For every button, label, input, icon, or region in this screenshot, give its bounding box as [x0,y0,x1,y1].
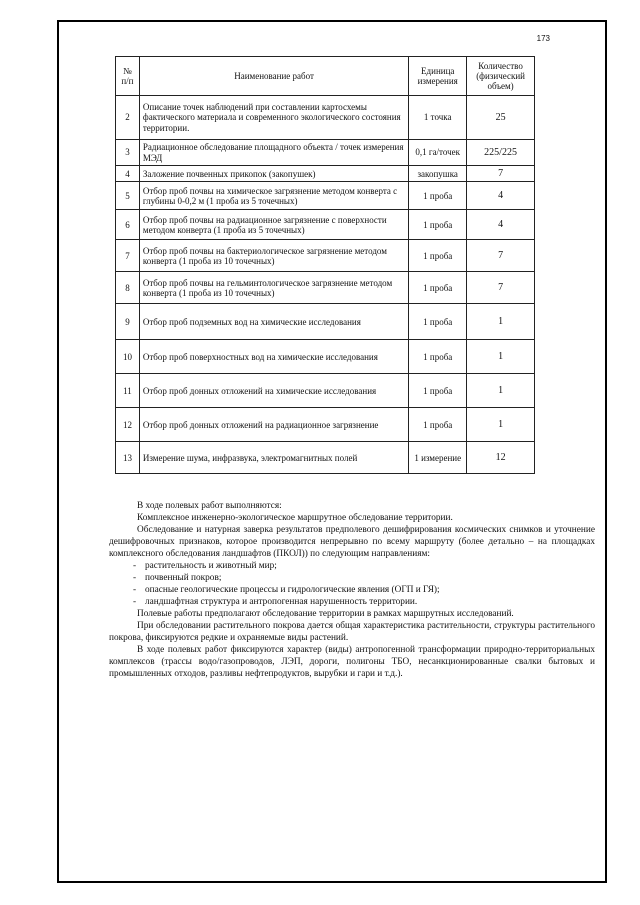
row-qty: 4 [467,210,535,240]
works-table [115,56,535,474]
list-dash: - [133,573,137,583]
page-number: 173 [536,34,550,43]
row-num: 6 [116,210,140,240]
table-row [116,240,535,272]
row-unit: 1 проба [409,304,467,340]
row-name: Отбор проб поверхностных вод на химические исследования [139,340,408,374]
row-qty: 225/225 [467,140,535,166]
list-item-text: опасные геологические процессы и гидрологические явления (ОГП и ГЯ); [145,585,440,595]
row-unit: 1 точка [409,96,467,140]
table-row [116,304,535,340]
row-num: 9 [116,304,140,340]
row-unit: 1 проба [409,408,467,442]
table-row [116,140,535,166]
list-dash: - [133,597,137,607]
body-text [109,500,595,680]
row-unit: 1 проба [409,272,467,304]
table-row [116,96,535,140]
row-unit: 1 проба [409,210,467,240]
row-num: 7 [116,240,140,272]
row-unit: закопушка [409,166,467,182]
row-unit: 0,1 га/точек [409,140,467,166]
row-num: 8 [116,272,140,304]
list-item [109,584,595,596]
header-unit: Единица измерения [409,57,467,96]
paragraph: Полевые работы предполагают обследование территории в рамках маршрутных исследований. [137,609,514,619]
row-name: Отбор проб почвы на химическое загрязнение методом конверта с глубины 0-0,2 м (1 проба из 5 точечных) [139,182,408,210]
row-num: 10 [116,340,140,374]
row-unit: 1 проба [409,182,467,210]
row-qty: 4 [467,182,535,210]
table-row [116,340,535,374]
row-name: Радиационное обследование площадного объекта / точек измерения МЭД [139,140,408,166]
paragraph: При обследовании растительного покрова дается общая характеристика растительности, структуры растительного покрова, фиксируются редкие и охраняемые виды растений. [109,621,595,643]
row-qty: 1 [467,340,535,374]
row-num: 12 [116,408,140,442]
list-item-text: почвенный покров; [145,573,222,583]
row-name: Измерение шума, инфразвука, электромагнитных полей [139,442,408,474]
row-name: Отбор проб почвы на радиационное загрязнение с поверхности методом конверта (1 проба из 5 точечных) [139,210,408,240]
row-num: 5 [116,182,140,210]
list-dash: - [133,585,137,595]
table-row [116,210,535,240]
table-row [116,182,535,210]
list-item-text: ландшафтная структура и антропогенная нарушенность территории. [145,597,418,607]
directions-list [109,560,595,608]
page-frame [57,20,607,883]
row-num: 2 [116,96,140,140]
table-row [116,166,535,182]
row-unit: 1 проба [409,374,467,408]
row-qty: 1 [467,374,535,408]
row-qty: 25 [467,96,535,140]
header-qty: Количество (физический объем) [467,57,535,96]
row-num: 3 [116,140,140,166]
row-num: 11 [116,374,140,408]
list-item-text: растительность и животный мир; [145,561,277,571]
paragraph: В ходе полевых работ выполняются: [137,501,282,511]
row-name: Отбор проб почвы на бактериологическое загрязнение методом конверта (1 проба из 10 точечных) [139,240,408,272]
list-item [109,596,595,608]
list-item [109,572,595,584]
row-qty: 7 [467,272,535,304]
row-qty: 12 [467,442,535,474]
row-unit: 1 проба [409,340,467,374]
row-name: Описание точек наблюдений при составлении картосхемы фактического материала и современного экологического состояния территории. [139,96,408,140]
row-qty: 7 [467,166,535,182]
row-num: 13 [116,442,140,474]
paragraph: В ходе полевых работ фиксируются характер (виды) антропогенной трансформации природно-территориальных комплексов (трассы водо/газопроводов, ЛЭП, дороги, полигоны ТБО, несанкционированные свалки бытовых и промышленных отходов, разливы нефтепродуктов, вырубки и гари и т.д.). [109,645,595,679]
row-name: Отбор проб подземных вод на химические исследования [139,304,408,340]
header-name: Наименование работ [139,57,408,96]
list-dash: - [133,561,137,571]
row-unit: 1 измерение [409,442,467,474]
row-num: 4 [116,166,140,182]
paragraph: Обследование и натурная заверка результатов предполевого дешифрирования космических снимков и уточнение дешифровочных признаков, которое производится непрерывно по всему маршруту (более детально – на площадках комплексного обследования ландшафтов (ПКОЛ)) по следующим направлениям: [109,525,595,559]
row-qty: 1 [467,304,535,340]
list-item [109,560,595,572]
table-row [116,374,535,408]
header-num: № п/п [116,57,140,96]
table-header-row [116,57,535,96]
row-unit: 1 проба [409,240,467,272]
table-row [116,272,535,304]
row-qty: 7 [467,240,535,272]
row-qty: 1 [467,408,535,442]
row-name: Отбор проб почвы на гельминтологическое загрязнение методом конверта (1 проба из 10 точечных) [139,272,408,304]
row-name: Заложение почвенных прикопок (закопушек) [139,166,408,182]
row-name: Отбор проб донных отложений на химические исследования [139,374,408,408]
table-row [116,442,535,474]
paragraph: Комплексное инженерно-экологическое маршрутное обследование территории. [137,513,453,523]
row-name: Отбор проб донных отложений на радиационное загрязнение [139,408,408,442]
table-row [116,408,535,442]
